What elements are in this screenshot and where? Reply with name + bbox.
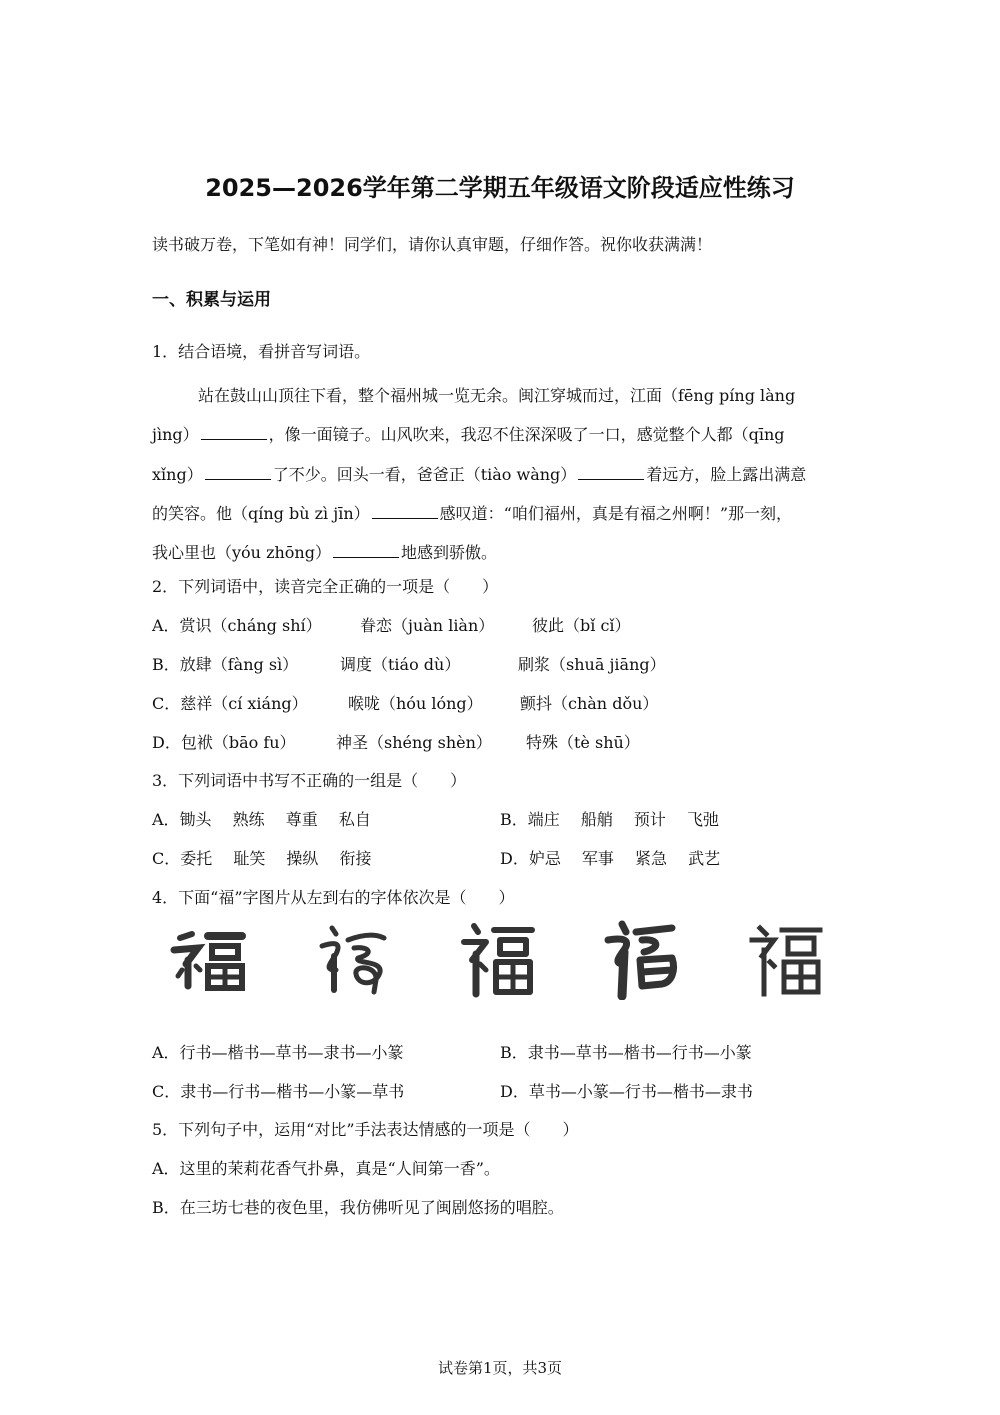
q2-option-a[interactable] bbox=[152, 613, 631, 636]
exam-title: 2025—2026学年第二学期五年级语文阶段适应性练习 bbox=[205, 174, 795, 202]
option-word: 眷恋（juàn liàn） bbox=[360, 616, 495, 635]
option-word: 喉咙（hóu lóng） bbox=[348, 694, 483, 713]
option-word: 彼此（bǐ cǐ） bbox=[532, 616, 631, 635]
fu-glyph-image-5 bbox=[746, 920, 826, 1000]
fu-glyph-image-1 bbox=[170, 920, 250, 1000]
passage-text: ，像一面镜子。山风吹来，我忍不住深深吸了一口，感觉整个人都（qīng bbox=[268, 425, 785, 445]
section-heading: 一、积累与运用 bbox=[152, 290, 271, 310]
q2-option-b[interactable] bbox=[152, 652, 666, 675]
answer-blank[interactable] bbox=[578, 465, 644, 480]
q2-option-c[interactable] bbox=[152, 691, 659, 714]
option-word: A．赏识（cháng shí） bbox=[152, 616, 322, 635]
fu-glyph-image-2 bbox=[314, 920, 394, 1000]
passage-text: 站在鼓山山顶往下看，整个福州城一览无余。闽江穿城而过，江面（fēng píng làng bbox=[198, 386, 796, 405]
intro-text: 读书破万卷，下笔如有神！同学们，请你认真审题，仔细作答。祝你收获满满！ bbox=[152, 235, 713, 254]
option-word: 特殊（tè shū） bbox=[526, 733, 640, 752]
q4-option-b[interactable]: B．隶书—草书—楷书—行书—小篆 bbox=[500, 1043, 752, 1062]
option-word: 神圣（shéng shèn） bbox=[336, 733, 492, 752]
q1-stem: 1．结合语境，看拼音写词语。 bbox=[152, 342, 371, 361]
q2-stem: 2．下列词语中，读音完全正确的一项是（ ） bbox=[152, 577, 499, 596]
q4-option-c[interactable]: C．隶书—行书—楷书—小篆—草书 bbox=[152, 1082, 405, 1101]
passage-text: 感叹道：“咱们福州，真是有福之州啊！”那一刻， bbox=[439, 503, 793, 523]
q3-option-a[interactable]: A．锄头 熟练 尊重 私自 bbox=[152, 810, 371, 829]
q3-stem: 3．下列词语中书写不正确的一组是（ ） bbox=[152, 771, 467, 790]
fu-glyph-image-4 bbox=[602, 920, 682, 1000]
q5-stem: 5．下列句子中，运用“对比”手法表达情感的一项是（ ） bbox=[152, 1120, 579, 1139]
passage-text: xǐng） bbox=[152, 464, 203, 484]
option-word: C．慈祥（cí xiáng） bbox=[152, 694, 308, 713]
passage-text: 的笑容。他（qíng bù zì jīn） bbox=[152, 503, 370, 523]
option-word: 颤抖（chàn dǒu） bbox=[520, 694, 659, 713]
q4-stem: 4．下面“福”字图片从左到右的字体依次是（ ） bbox=[152, 888, 515, 907]
answer-blank[interactable] bbox=[372, 504, 438, 519]
option-word: 调度（tiáo dù） bbox=[340, 655, 461, 674]
option-word: B．放肆（fàng sì） bbox=[152, 655, 299, 674]
q2-option-d[interactable] bbox=[152, 730, 640, 753]
q3-option-c[interactable]: C．委托 耻笑 操纵 衔接 bbox=[152, 849, 372, 868]
q5-option-a[interactable]: A．这里的茉莉花香气扑鼻，真是“人间第一香”。 bbox=[152, 1159, 500, 1178]
passage-text: 地感到骄傲。 bbox=[400, 543, 497, 563]
passage-text: 着远方，脸上露出满意 bbox=[646, 464, 807, 484]
q4-option-d[interactable]: D．草书—小篆—行书—楷书—隶书 bbox=[500, 1082, 753, 1101]
fu-glyph-image-3 bbox=[458, 920, 538, 1000]
q4-option-a[interactable]: A．行书—楷书—草书—隶书—小篆 bbox=[152, 1043, 404, 1062]
answer-blank[interactable] bbox=[333, 543, 399, 558]
q3-option-b[interactable]: B．端庄 船艄 预计 飞弛 bbox=[500, 810, 720, 829]
option-word: D．包袱（bāo fu） bbox=[152, 733, 296, 752]
passage-text: jìng） bbox=[152, 425, 199, 445]
q3-option-d[interactable]: D．妒忌 军事 紧急 武艺 bbox=[500, 849, 721, 868]
answer-blank[interactable] bbox=[205, 465, 271, 480]
answer-blank[interactable] bbox=[201, 425, 267, 440]
q1-passage bbox=[152, 376, 842, 572]
fu-character-images bbox=[170, 920, 810, 1000]
option-word: 刷浆（shuā jiāng） bbox=[518, 655, 666, 674]
passage-text: 我心里也（yóu zhōng） bbox=[152, 543, 331, 563]
passage-text: 了不少。回头一看，爸爸正（tiào wàng） bbox=[272, 464, 577, 484]
q5-option-b[interactable]: B．在三坊七巷的夜色里，我仿佛听见了闽剧悠扬的唱腔。 bbox=[152, 1198, 564, 1217]
page-footer: 试卷第1页，共3页 bbox=[437, 1359, 563, 1377]
